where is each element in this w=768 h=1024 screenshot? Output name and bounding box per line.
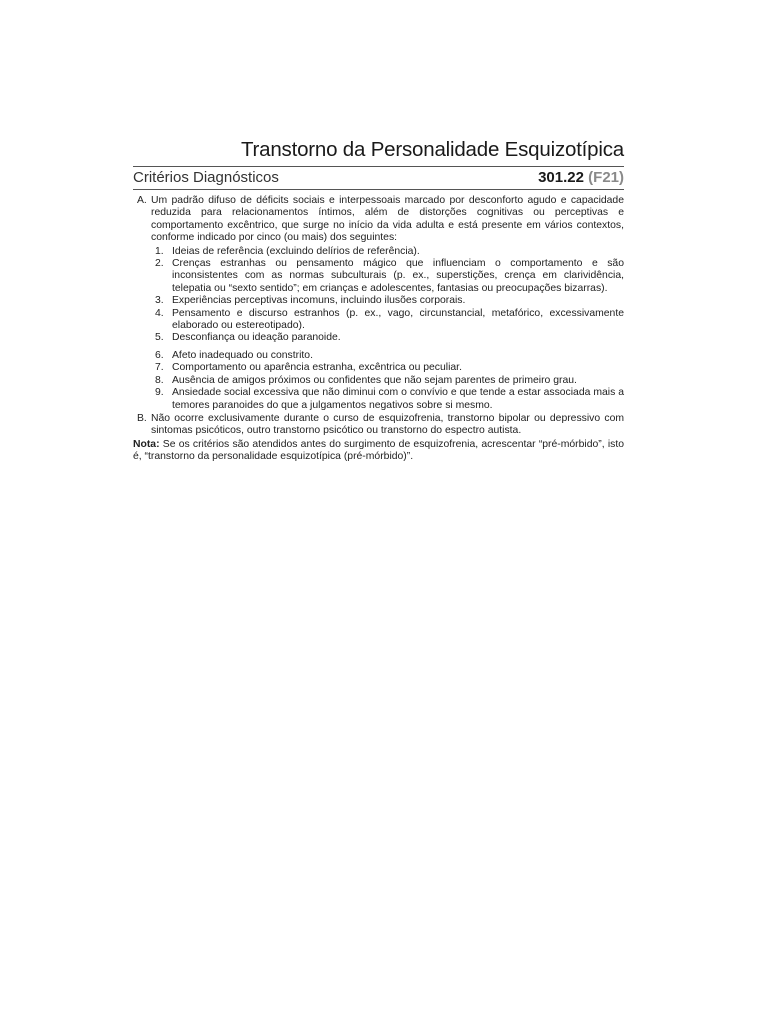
note-label: Nota: [133, 438, 160, 450]
item-number: 5. [155, 332, 164, 344]
list-item [155, 387, 624, 412]
item-number: 2. [155, 258, 164, 270]
criterion-b [133, 413, 624, 438]
section-label: Critérios Diagnósticos [133, 169, 279, 186]
list-item [155, 375, 624, 387]
note-text: Se os critérios são atendidos antes do surgimento de esquizofrenia, acrescentar “pré-mórbido”, isto é, “transtorno da personalidade esquizotípica (pré-mórbido)”. [133, 438, 625, 463]
item-number: 7. [155, 362, 164, 374]
item-text: Ansiedade social excessiva que não diminui com o convívio e que tende a estar associada mais a temores paranoides do que a julgamentos negativos sobre si mesmo. [172, 387, 624, 411]
bottom-rule [133, 189, 624, 190]
criteria-body [133, 195, 624, 464]
criterion-text: Não ocorre exclusivamente durante o curso de esquizofrenia, transtorno bipolar ou depressivo com sintomas psicóticos, outro transtorno psicótico ou transtorno do espectro autista. [151, 412, 624, 437]
diagnostic-code [538, 168, 624, 188]
item-number: 1. [155, 245, 164, 257]
item-text: Ausência de amigos próximos ou confidentes que não sejam parentes de primeiro grau. [172, 374, 577, 386]
item-text: Afeto inadequado ou constrito. [172, 349, 313, 361]
item-number: 6. [155, 349, 164, 361]
criterion-letter: A. [137, 195, 147, 206]
criterion-a [133, 195, 624, 245]
item-text: Desconfiança ou ideação paranoide. [172, 332, 341, 344]
item-number: 9. [155, 387, 164, 399]
note [133, 439, 624, 464]
item-number: 4. [155, 307, 164, 319]
item-text: Ideias de referência (excluindo delírios de referência). [172, 245, 420, 257]
item-text: Crenças estranhas ou pensamento mágico que influenciam o comportamento e são inconsistentes com as normas subculturais (p. ex., superstições, crença em clarividência, telepatia ou “sexto sentido”; em crianças e adolescentes, fantasias ou preocupações bizarras). [172, 258, 624, 294]
item-number: 3. [155, 295, 164, 307]
list-item [155, 295, 624, 307]
icd-code: (F21) [588, 169, 624, 186]
dsm-code: 301.22 [538, 169, 584, 186]
criterion-a-items [155, 246, 624, 412]
item-text: Pensamento e discurso estranhos (p. ex., vago, circunstancial, metafórico, excessivamente elaborado ou estereotipado). [172, 307, 624, 332]
criterion-letter: B. [137, 412, 147, 424]
item-text: Experiências perceptivas incomuns, incluindo ilusões corporais. [172, 295, 466, 307]
list-item [155, 258, 624, 295]
list-item [155, 350, 624, 362]
section-header [133, 167, 624, 189]
item-number: 8. [155, 374, 164, 386]
list-item [155, 332, 624, 344]
list-item [155, 308, 624, 333]
list-item [155, 246, 624, 258]
item-text: Comportamento ou aparência estranha, excêntrica ou peculiar. [172, 362, 462, 374]
criterion-text: Um padrão difuso de déficits sociais e interpessoais marcado por desconforto agudo e capacidade reduzida para relacionamentos íntimos, além de distorções cognitivas ou perceptivas e comportamento excêntrico, que surge no início da vida adulta e está presente em vários contextos, conforme indicado por cinco (ou mais) dos seguintes: [151, 195, 624, 244]
list-item [155, 362, 624, 374]
document-page [133, 137, 624, 464]
page-title: Transtorno da Personalidade Esquizotípica [240, 138, 624, 161]
